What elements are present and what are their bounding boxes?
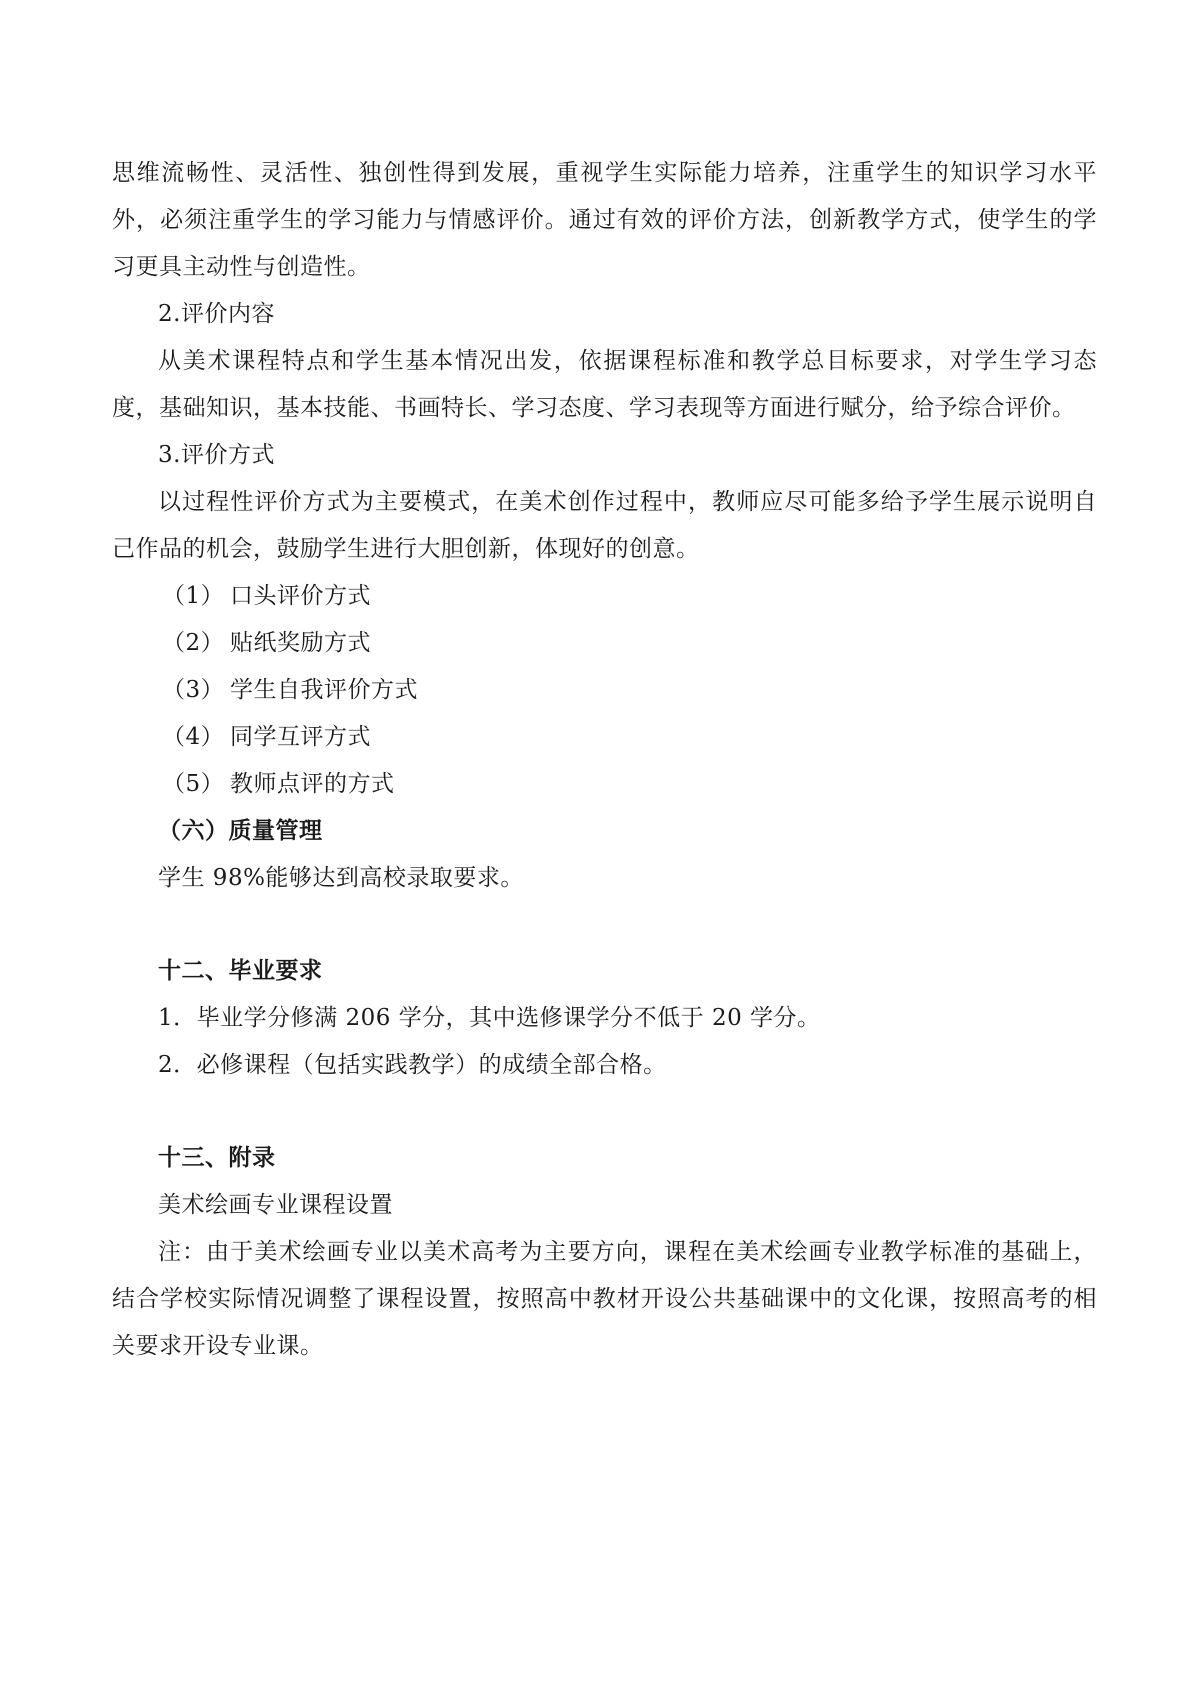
evaluation-intro-paragraph: 思维流畅性、灵活性、独创性得到发展，重视学生实际能力培养，注重学生的知识学习水平外，必须注重学生的学习能力与情感评价。通过有效的评价方法，创新教学方式，使学生的学习更具主动性与创造性。 (112, 160, 1097, 280)
appendix-note: 注：由于美术绘画专业以美术高考为主要方向，课程在美术绘画专业教学标准的基础上，结合学校实际情况调整了课程设置，按照高中教材开设公共基础课中的文化课，按照高考的相关要求开设专业课。 (112, 1239, 1097, 1359)
list-item-number: （3） (162, 677, 225, 703)
list-item (112, 573, 1097, 620)
evaluation-method-list (112, 573, 1097, 808)
section-spacer (112, 902, 1097, 948)
list-item (112, 761, 1097, 808)
evaluation-method-heading: 3.评价方式 (158, 442, 275, 468)
quality-management-heading: （六）质量管理 (158, 818, 323, 844)
quality-management-text: 学生 98%能够达到高校录取要求。 (158, 865, 524, 891)
section-spacer (112, 1089, 1097, 1135)
evaluation-content-paragraph: 从美术课程特点和学生基本情况出发，依据课程标准和教学总目标要求，对学生学习态度，基础知识，基本技能、书画特长、学习态度、学习表现等方面进行赋分，给予综合评价。 (112, 348, 1097, 421)
list-item-text: 口头评价方式 (230, 583, 371, 609)
list-item (112, 620, 1097, 667)
appendix-title: 美术绘画专业课程设置 (158, 1192, 393, 1218)
graduation-requirement-item: 2．必修课程（包括实践教学）的成绩全部合格。 (158, 1052, 667, 1078)
appendix-heading: 十三、附录 (158, 1145, 276, 1171)
list-item-text: 教师点评的方式 (230, 771, 395, 797)
document-body (112, 150, 1097, 1370)
graduation-requirements-heading: 十二、毕业要求 (158, 958, 323, 984)
list-item-number: （2） (162, 630, 225, 656)
evaluation-content-heading: 2.评价内容 (158, 301, 275, 327)
list-item-text: 同学互评方式 (230, 724, 371, 750)
list-item-text: 学生自我评价方式 (230, 677, 418, 703)
list-item (112, 714, 1097, 761)
list-item-number: （1） (162, 583, 225, 609)
evaluation-method-paragraph: 以过程性评价方式为主要模式，在美术创作过程中，教师应尽可能多给予学生展示说明自己作品的机会，鼓励学生进行大胆创新，体现好的创意。 (112, 489, 1097, 562)
list-item-number: （4） (162, 724, 225, 750)
list-item-text: 贴纸奖励方式 (230, 630, 371, 656)
graduation-requirement-item: 1．毕业学分修满 206 学分，其中选修课学分不低于 20 学分。 (158, 1005, 821, 1031)
list-item (112, 667, 1097, 714)
list-item-number: （5） (162, 771, 225, 797)
